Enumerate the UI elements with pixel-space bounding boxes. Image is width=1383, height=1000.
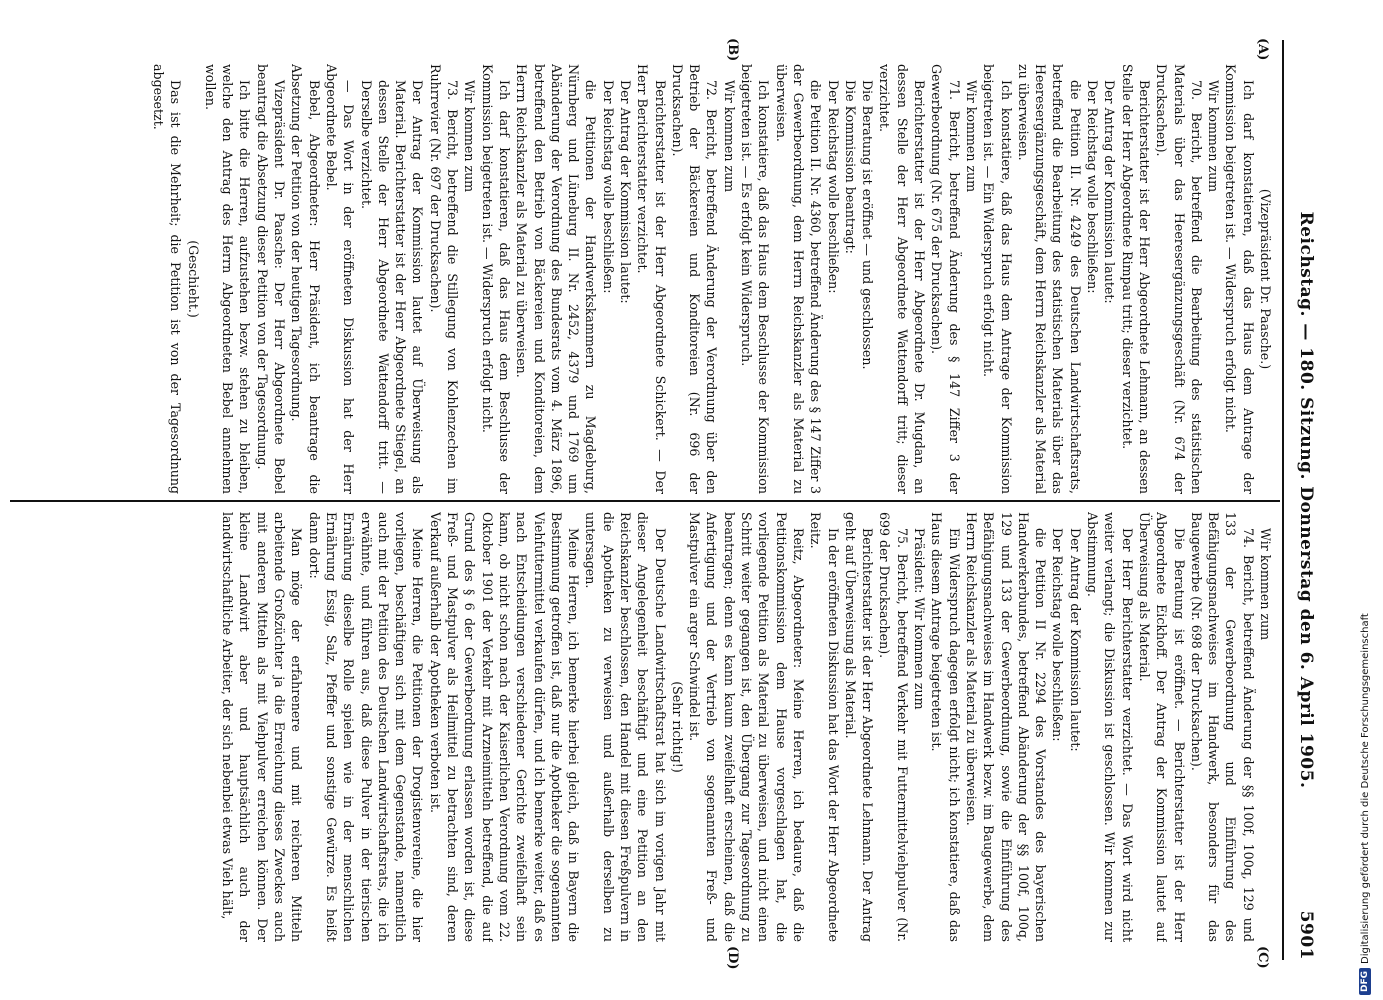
page-header bbox=[1286, 40, 1326, 960]
digitization-credit bbox=[1355, 605, 1375, 995]
column-divider bbox=[10, 500, 1280, 502]
right-column-paragraph: 74. Bericht, betreffend Änderung der §§ 100f, 100q, 129 und 133 der Gewerbeordnung und Einführung des Befähigungsnachweises im Handwerk, besonders für das Baugewerbe (Nr. 698 der Drucksachen). bbox=[1188, 512, 1256, 942]
left-column-paragraph: Wir kommen zum bbox=[721, 80, 737, 193]
left-column-paragraph: Vizepräsident Dr. Paasche: Der Herr Abgeordnete Bebel beantragt die Absetzung dieser Petition von der Tagesordnung. bbox=[254, 64, 288, 494]
left-column-paragraph: Berichterstatter ist der Herr Abgeordnete Schickert. — Der Herr Berichterstatter verzichtet. bbox=[635, 64, 668, 494]
left-column-paragraph: die Petitionen der Handwerkskammern zu Magdeburg, Nürnberg und Lüneburg II. Nr. 2452, 4379 und 1769 um Abänderung der Verordnung des Bundesrats vom 4. März 1896, betreffend den Betrieb von Bäckereien und Konditoreien, dem Herrn Reichskanzler als Material zu überweisen. bbox=[514, 64, 599, 494]
left-column-paragraph: die Petition II. Nr. 4249 des Deutschen Landwirtschaftsrats, betreffend die Bearbeitung des statistischen Materials über das Heeresergänzungsgeschäft, dem Herrn Reichskanzler als Material zu überweisen. bbox=[1015, 64, 1083, 494]
left-column-paragraph: Ich darf konstatieren, daß das Haus dem Antrage der Kommission beigetreten ist. — Widerspruch erfolgt nicht. bbox=[1223, 64, 1256, 494]
right-column-paragraph: Meine Herren, ich bemerke hierbei gleich, daß in Bayern die Bestimmung getroffen ist, daß nur die Apotheker die sogenannten Viehfuttermittel verkaufen dürfen, und ich bemerke weiter, daß es nach Entscheidungen verschiedener Gerichte zweifelhaft sein kann, ob nicht schon nach der Kaiserlichen Verordnung vom 22. Oktober 1901 der Verkehr mit Arzneimitteln betreffend, die auf Grund des § 6 der Gewerbeordnung erlassen worden ist, diese Freß- und Mastpulver als Heilmittel zu betrachten sind, deren Verkauf außerhalb der Apotheken verboten ist. bbox=[427, 512, 582, 942]
left-column-paragraph: Wir kommen zum bbox=[462, 80, 478, 193]
right-column-paragraph: Reitz, Abgeordneter: Meine Herren, ich bedaure, daß die Petitionskommission dem Hause vorgeschlagen hat, die vorliegende Petition als Material zu überweisen, und nicht einen Schritt weiter gegangen ist, den Übergang zur Tagesordnung zu beantragen; denn es kann kaum zweifelhaft erscheinen, daß die Anfertigung und der Vertrieb von sogenannten Freß- und Mastpulver ein arger Schwindel ist. bbox=[687, 512, 806, 942]
left-column-paragraph: die Petition II. Nr. 4360, betreffend Änderung des § 147 Ziffer 3 der Gewerbeordnung, dem Herrn Reichskanzler als Material zu überweisen. bbox=[773, 64, 824, 494]
left-column-paragraph: Ich konstatiere, daß das Haus dem Antrage der Kommission beigetreten ist. — Ein Widerspruch erfolgt nicht. bbox=[981, 64, 1014, 494]
right-column-paragraph: Wir kommen zum bbox=[1258, 528, 1273, 641]
left-column-paragraph: Der Antrag der Kommission lautet auf Überweisung als Material. Berichterstatter ist der Herr Abgeordnete Stiegel, an dessen Stelle der Herr Abgeordnete Wattendorff tritt. — Derselbe verzichtet. bbox=[358, 80, 426, 494]
dfg-logo: DFG bbox=[1359, 968, 1371, 995]
margin-mark-c: (C) bbox=[1255, 946, 1270, 969]
right-column-paragraph: Man möge der erfahrenere und mit reicheren Mitteln arbeitende Großzüchter ja die Erreichung dieses Zweckes auch mit anderen Mitteln als mit Viehpulver erreichen können. Der kleine Landwirt aber und hauptsächlich auch der landwirtschaftliche Arbeiter, der sich nebenbei etwas Vieh hält, bbox=[220, 512, 305, 942]
left-column-paragraph: 72. Bericht, betreffend Änderung der Verordnung über den Betrieb der Bäckereien und Konditoreien (Nr. 696 der Drucksachen). bbox=[669, 64, 720, 494]
header-title: Reichstag. — 180. Sitzung. Donnerstag den 6. April 1905. bbox=[1296, 211, 1316, 789]
left-column-paragraph: Der Reichstag wolle beschließen: bbox=[600, 80, 616, 294]
page-number: 5901 bbox=[1296, 910, 1316, 960]
left-column-paragraph: Die Kommission beantragt: bbox=[842, 80, 858, 254]
left-column-paragraph: (Geschieht.) bbox=[185, 240, 201, 318]
right-column-paragraph: Berichterstatter ist der Herr Abgeordnete Lehmann. Der Antrag geht auf Überweisung als Material. bbox=[842, 512, 876, 942]
margin-mark-a: (A) bbox=[1255, 38, 1270, 61]
left-column-paragraph: Der Reichstag wolle beschließen: bbox=[1085, 80, 1101, 294]
right-column-paragraph: die Petition II Nr. 2294 des Vorstandes des bayerischen Handwerkerbundes, betreffend Abänderung der §§ 100f, 100q, 129 und 133 der Gewerbeordnung, sowie die Einführung des Befähigungsnachweises im Handwerk bezw. im Baugewerbe, dem Herrn Reichskanzler als Material zu überweisen. bbox=[963, 512, 1049, 942]
left-column-paragraph: 70. Bericht, betreffend die Bearbeitung des statistischen Materials über das Heeresergänzungsgeschäft (Nr. 674 der Drucksachen). bbox=[1154, 64, 1204, 494]
left-column-paragraph: — Das Wort in der eröffneten Diskussion hat der Herr Abgeordnete Bebel. bbox=[323, 64, 357, 494]
margin-mark-d: (D) bbox=[725, 946, 740, 970]
left-column-paragraph: 73. Bericht, betreffend die Stillegung von Kohlenzechen im Ruhrrevier (Nr. 697 der Drucksachen). bbox=[427, 64, 461, 494]
credit-text: Digitalisierung gefördert durch die Deutsche Forschungsgemeinschaft bbox=[1359, 613, 1371, 964]
right-column-paragraph: Der Deutsche Landwirtschaftsrat hat sich im vorigen Jahr mit dieser Angelegenheit beschäftigt und eine Petition an den Reichskanzler beschlossen, den Handel mit diesen Freßpulvern in die Apotheken zu verweisen und außerhalb derselben zu untersagen. bbox=[583, 512, 668, 942]
left-column-paragraph: Ich darf konstatieren, daß das Haus dem Beschlusse der Kommission beigetreten ist. — Widerspruch erfolgt nicht. bbox=[479, 64, 512, 494]
left-column bbox=[10, 64, 1274, 494]
right-column-paragraph: Ein Widerspruch dagegen erfolgt nicht; ich konstatiere, daß das Haus diesem Antrage beigetreten ist. bbox=[929, 512, 962, 942]
margin-mark-b: (B) bbox=[725, 38, 740, 62]
left-column-paragraph: 71. Bericht, betreffend Änderung des § 147 Ziffer 3 der Gewerbeordnung (Nr. 675 der Drucksachen). bbox=[929, 64, 962, 494]
left-column-paragraph: (Vizepräsident Dr. Paasche.) bbox=[1258, 188, 1273, 370]
right-column-paragraph: Der Antrag der Kommission lautet: bbox=[1067, 528, 1083, 752]
right-column bbox=[10, 512, 1274, 942]
left-column-paragraph: Ich bitte die Herren, aufzustehen bezw. stehen zu bleiben, welche den Antrag des Herrn Abgeordneten Bebel annehmen wollen. bbox=[202, 64, 253, 494]
left-column-paragraph: Bebel, Abgeordneter: Herr Präsident, ich beantrage die Absetzung der Petition von der heutigen Tagesordnung. bbox=[289, 64, 322, 494]
right-column-paragraph: 75. Bericht, betreffend Verkehr mit Futtermittelviehpulver (Nr. 699 der Drucksachen). bbox=[877, 512, 910, 942]
left-column-paragraph: Der Reichstag wolle beschließen: bbox=[825, 80, 841, 294]
right-column-paragraph: (Sehr richtig!) bbox=[669, 681, 685, 773]
left-column-paragraph: Berichterstatter ist der Herr Abgeordnete Lehmann, an dessen Stelle der Herr Abgeordnete Rimpau tritt; dieser verzichtet. bbox=[1119, 64, 1152, 494]
right-column-paragraph: In der eröffneten Diskussion hat das Wort der Herr Abgeordnete Reitz. bbox=[808, 512, 841, 942]
left-column-paragraph: Die Beratung ist eröffnet — und geschlossen. bbox=[860, 80, 876, 370]
right-column-paragraph: Der Reichstag wolle beschließen: bbox=[1050, 528, 1066, 742]
left-column-paragraph: Berichterstatter ist der Herr Abgeordnete Dr. Mugdan, an dessen Stelle der Herr Abgeordnete Wattendorff tritt; dieser verzichtet. bbox=[877, 64, 928, 494]
right-column-paragraph: Der Herr Berichterstatter verzichtet. — Das Wort wird nicht weiter verlangt; die Diskussion ist geschlossen. Wir kommen zur Abstimmung. bbox=[1085, 512, 1135, 942]
left-column-paragraph: Wir kommen zum bbox=[963, 80, 979, 193]
right-column-paragraph: Präsident: Wir kommen zum bbox=[912, 528, 928, 710]
right-column-paragraph: Meine Herren, die Petitionen der Drogistenvereine, die hier vorliegen, beschäftigen sich mit dem Gegenstande, namentlich auch mit der Petition des Deutschen Landwirtschaftsrats, die ich erwähnte, und führen aus, daß diese Pulver in der tierischen Ernährung dieselbe Rolle spielen wie in der menschlichen Ernährung Essig, Salz, Pfeffer und sonstige Gewürze. Es heißt dann dort: bbox=[306, 512, 426, 942]
header-rule bbox=[1282, 40, 1284, 960]
left-column-paragraph: Der Antrag der Kommission lautet: bbox=[618, 80, 634, 304]
left-column-paragraph: Ich konstatiere, daß das Haus dem Beschlusse der Kommission beigetreten ist. — Es erfolgt kein Widerspruch. bbox=[739, 64, 772, 494]
left-column-paragraph: Wir kommen zum bbox=[1206, 80, 1222, 193]
left-column-paragraph: Das ist die Mehrheit; die Petition ist von der Tagesordnung abgesetzt. bbox=[151, 64, 184, 494]
left-column-paragraph: Der Antrag der Kommission lautet: bbox=[1102, 80, 1118, 304]
right-column-paragraph: Die Beratung ist eröffnet. — Berichterstatter ist der Herr Abgeordnete Eickhoff. Der Antrag der Kommission lautet auf Überweisung als Material. bbox=[1136, 512, 1187, 942]
